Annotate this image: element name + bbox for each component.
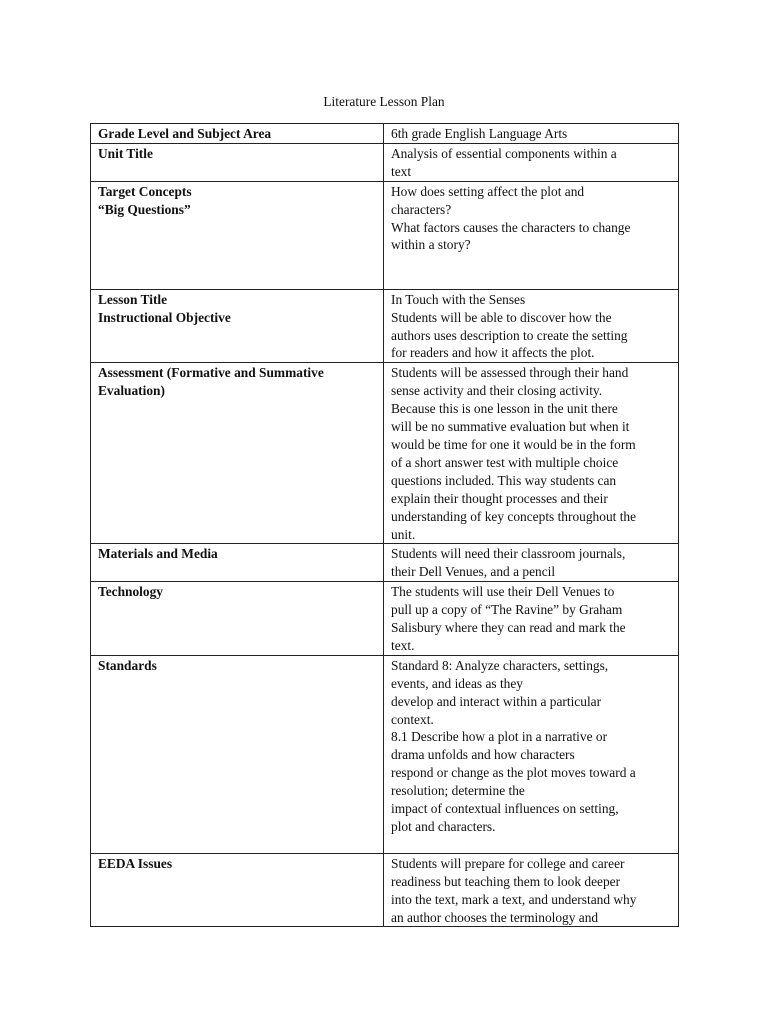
row-label-cell xyxy=(91,655,384,853)
row-value: resolution; determine the xyxy=(391,783,525,799)
table-row xyxy=(91,655,679,853)
row-value: their Dell Venues, and a pencil xyxy=(391,564,556,580)
row-value: authors uses description to create the setting xyxy=(391,327,628,343)
row-value-cell xyxy=(384,289,679,363)
row-value: would be time for one it would be in the form xyxy=(391,436,636,452)
row-value-cell xyxy=(384,853,679,927)
row-value: drama unfolds and how characters xyxy=(391,747,575,763)
row-value: sense activity and their closing activity. xyxy=(391,383,603,399)
row-value: understanding of key concepts throughout the xyxy=(391,508,637,524)
row-label: Assessment (Formative and Summative xyxy=(98,365,324,381)
table-row xyxy=(91,289,679,363)
row-label-cell xyxy=(91,124,384,144)
table-row xyxy=(91,181,679,289)
row-value: text. xyxy=(391,637,415,653)
row-value: will be no summative evaluation but when it xyxy=(391,419,630,435)
row-value: unit. xyxy=(391,526,416,542)
row-label-cell xyxy=(91,289,384,363)
row-value: In Touch with the Senses xyxy=(391,291,526,307)
row-value: Students will need their classroom journals, xyxy=(391,546,626,562)
row-value: The students will use their Dell Venues to xyxy=(391,584,615,600)
row-label: Materials and Media xyxy=(98,546,218,562)
row-value: impact of contextual influences on setting, xyxy=(391,801,619,817)
row-value: text xyxy=(391,163,412,179)
row-value: context. xyxy=(391,711,434,727)
row-value: develop and interact within a particular xyxy=(391,693,602,709)
row-label: Target Concepts xyxy=(98,183,192,199)
row-label: Evaluation) xyxy=(98,383,165,399)
row-value: an author chooses the terminology and xyxy=(391,909,599,925)
row-value: 6th grade English Language Arts xyxy=(391,126,568,141)
lesson-plan-table xyxy=(90,123,679,927)
table-row xyxy=(91,124,679,144)
row-value-cell xyxy=(384,143,679,181)
row-value: Because this is one lesson in the unit there xyxy=(391,401,618,417)
row-label: “Big Questions” xyxy=(98,201,191,217)
table-row xyxy=(91,582,679,656)
row-value-cell xyxy=(384,544,679,582)
row-value: questions included. This way students can xyxy=(391,472,617,488)
row-value-cell xyxy=(384,124,679,144)
row-value-cell xyxy=(384,363,679,544)
document-title: Literature Lesson Plan xyxy=(323,94,445,109)
row-value: explain their thought processes and their xyxy=(391,490,608,506)
row-value: respond or change as the plot moves toward a xyxy=(391,765,636,781)
row-value: Students will be able to discover how the xyxy=(391,309,612,325)
row-value: of a short answer test with multiple choice xyxy=(391,454,619,470)
row-value: Standard 8: Analyze characters, settings, xyxy=(391,657,609,673)
table-row xyxy=(91,363,679,544)
row-value-cell xyxy=(384,582,679,656)
row-label-cell xyxy=(91,143,384,181)
row-label: Grade Level and Subject Area xyxy=(98,126,272,141)
row-label-cell xyxy=(91,853,384,927)
row-label: Instructional Objective xyxy=(98,309,231,325)
table-row xyxy=(91,143,679,181)
row-value: Analysis of essential components within a xyxy=(391,145,617,161)
row-value: What factors causes the characters to change xyxy=(391,219,631,235)
row-value: for readers and how it affects the plot. xyxy=(391,345,595,361)
row-value: into the text, mark a text, and understand why xyxy=(391,891,637,907)
row-value: characters? xyxy=(391,201,452,217)
row-label-cell xyxy=(91,181,384,289)
row-value-cell xyxy=(384,181,679,289)
row-value: within a story? xyxy=(391,237,471,253)
row-label: Lesson Title xyxy=(98,291,168,307)
row-value: readiness but teaching them to look deeper xyxy=(391,873,621,889)
row-label: Unit Title xyxy=(98,145,153,161)
row-label: EEDA Issues xyxy=(98,855,173,871)
row-value: Students will be assessed through their hand xyxy=(391,365,629,381)
row-value: How does setting affect the plot and xyxy=(391,183,585,199)
row-value: Students will prepare for college and career xyxy=(391,855,625,871)
row-label-cell xyxy=(91,544,384,582)
row-label-cell xyxy=(91,582,384,656)
row-label: Technology xyxy=(98,584,163,600)
row-value-cell xyxy=(384,655,679,853)
row-value: pull up a copy of “The Ravine” by Graham xyxy=(391,602,623,618)
row-label: Standards xyxy=(98,657,157,673)
row-value: 8.1 Describe how a plot in a narrative or xyxy=(391,729,608,745)
table-row xyxy=(91,853,679,927)
row-value: plot and characters. xyxy=(391,819,496,834)
row-value: Salisbury where they can read and mark the xyxy=(391,620,626,636)
table-row xyxy=(91,544,679,582)
row-value: events, and ideas as they xyxy=(391,675,524,691)
row-label-cell xyxy=(91,363,384,544)
